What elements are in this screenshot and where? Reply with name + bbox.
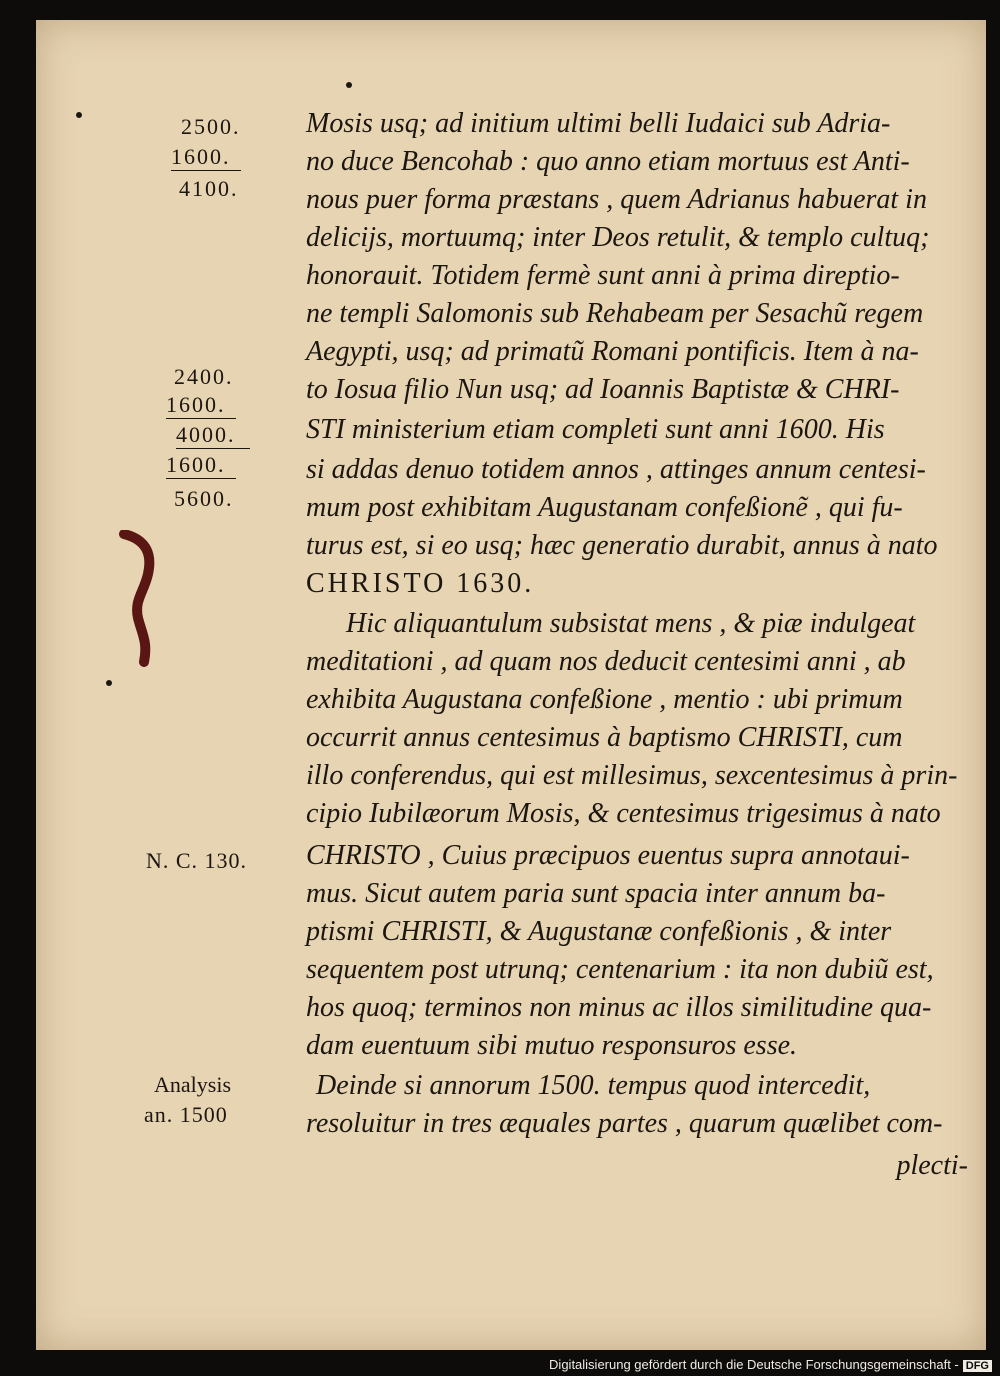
margin-number-1600-a: 1600. <box>171 144 241 171</box>
margin-number-4000: 4000. <box>176 422 250 449</box>
text-line: mus. Sicut autem paria sunt spacia inter annum ba- <box>306 878 886 909</box>
margin-number-2400: 2400. <box>174 364 234 389</box>
text-line: STI ministerium etiam completi sunt anni 1600. His <box>306 414 885 445</box>
ink-bracket-mark <box>118 530 178 680</box>
text-line: to Iosua filio Nun usq; ad Ioannis Baptistæ & CHRI- <box>306 374 900 405</box>
ink-dot-top <box>346 82 352 88</box>
margin-number-4100: 4100. <box>179 176 239 201</box>
text-line: Hic aliquantulum subsistat mens , & piæ indulgeat <box>346 608 916 639</box>
margin-number-2500: 2500. <box>181 114 241 139</box>
text-line: meditationi , ad quam nos deducit centesimi anni , ab <box>306 646 906 677</box>
footer-text: Digitalisierung gefördert durch die Deutsche Forschungsgemeinschaft - <box>549 1357 959 1372</box>
text-line: no duce Bencohab : quo anno etiam mortuus est Anti- <box>306 146 910 177</box>
digitization-footer <box>549 1357 992 1372</box>
text-line: si addas denuo totidem annos , attinges annum centesi- <box>306 454 926 485</box>
text-line: occurrit annus centesimus à baptismo CHRISTI, cum <box>306 722 903 753</box>
text-line: dam euentuum sibi mutuo responsuros esse. <box>306 1030 798 1061</box>
text-line: mum post exhibitam Augustanam confeßionẽ , qui fu- <box>306 492 903 523</box>
text-line: illo conferendus, qui est millesimus, sexcentesimus à prin- <box>306 760 958 791</box>
text-line: ptismi CHRISTI, & Augustanæ confeßionis , & inter <box>306 916 892 947</box>
margin-note-analysis: Analysis <box>154 1072 231 1097</box>
text-line: Mosis usq; ad initium ultimi belli Iudaici sub Adria- <box>306 108 891 139</box>
text-line: CHRISTO , Cuius præcipuos euentus supra annotaui- <box>306 840 910 871</box>
dfg-logo: DFG <box>963 1360 992 1372</box>
ink-dot-left <box>76 112 82 118</box>
text-line: delicijs, mortuumq; inter Deos retulit, & templo cultuq; <box>306 222 930 253</box>
text-line: exhibita Augustana confeßione , mentio : ubi primum <box>306 684 903 715</box>
text-line: turus est, si eo usq; hæc generatio durabit, annus à nato <box>306 530 938 561</box>
text-line: CHRISTO 1630. <box>306 568 535 599</box>
text-line: sequentem post utrunq; centenarium : ita non dubiũ est, <box>306 954 934 985</box>
text-line: nous puer forma præstans , quem Adrianus habuerat in <box>306 184 927 215</box>
margin-number-1600-c: 1600. <box>166 452 236 479</box>
book-page <box>36 20 986 1350</box>
margin-note-analysis-year: an. 1500 <box>144 1102 228 1127</box>
text-line: ne templi Salomonis sub Rehabeam per Sesachũ regem <box>306 298 924 329</box>
text-line: honorauit. Totidem fermè sunt anni à prima direptio- <box>306 260 900 291</box>
text-line: Aegypti, usq; ad primatũ Romani pontificis. Item à na- <box>306 336 919 367</box>
margin-number-1600-b: 1600. <box>166 392 236 419</box>
text-line: hos quoq; terminos non minus ac illos similitudine qua- <box>306 992 932 1023</box>
text-line: cipio Iubilæorum Mosis, & centesimus trigesimus à nato <box>306 798 941 829</box>
text-line: resoluitur in tres æquales partes , quarum quælibet com- <box>306 1108 943 1139</box>
text-line: Deinde si annorum 1500. tempus quod intercedit, <box>316 1070 871 1101</box>
catchword: plecti- <box>896 1150 968 1181</box>
margin-note-nc130: N. C. 130. <box>146 848 248 873</box>
margin-number-5600: 5600. <box>174 486 234 511</box>
ink-dot-mark <box>106 680 112 686</box>
